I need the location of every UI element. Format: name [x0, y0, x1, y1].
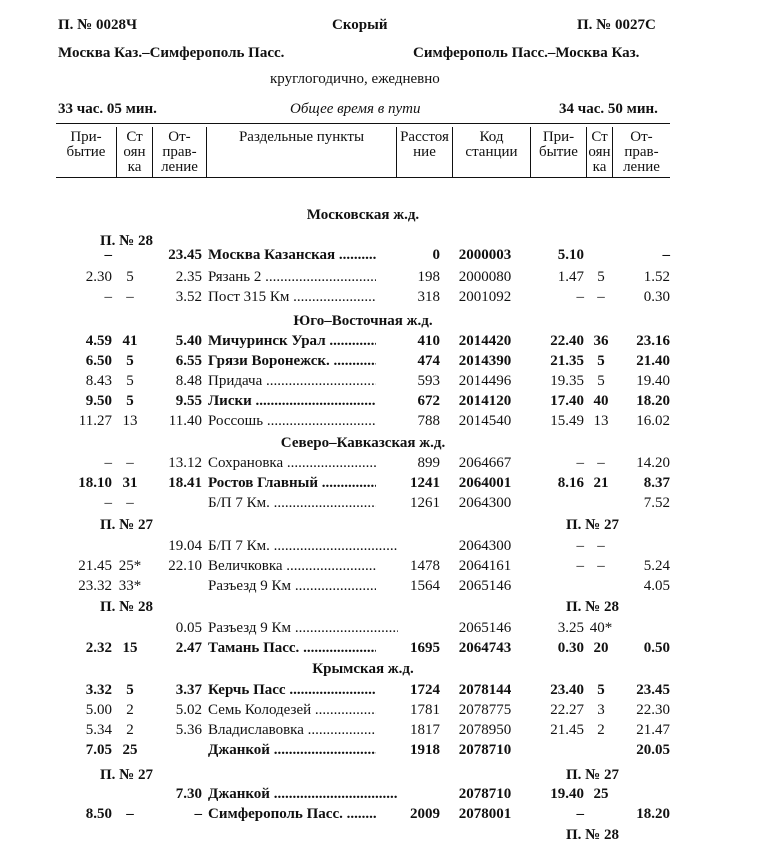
table-row: [56, 411, 670, 431]
stop-left: 5: [126, 353, 134, 369]
station-name: Симферополь Пасс. .....: [208, 804, 398, 824]
departure-right: 18.20: [636, 806, 670, 822]
departure-right: 22.30: [636, 702, 670, 718]
station-code: 2064300: [458, 495, 512, 511]
distance: 198: [376, 267, 440, 287]
stop-right: 25: [593, 786, 609, 802]
station-code: 2014496: [458, 373, 512, 389]
arrival-left: 5.00: [85, 702, 112, 718]
table-row: [56, 473, 670, 493]
arrival-left: 23.32: [78, 578, 112, 594]
station-name: Грязи Воронежск. .....: [208, 351, 398, 371]
station-name: Семь Колодезей .....: [208, 700, 398, 720]
stop-right: 5: [597, 269, 605, 285]
stop-right: 13: [593, 413, 609, 429]
col-stop-left: Ст оян ка: [116, 127, 152, 177]
arrival-right: 23.40: [550, 682, 584, 698]
station-code: 2014120: [458, 393, 512, 409]
departure-left: 5.02: [175, 702, 202, 718]
station-name: Лиски .....: [208, 391, 398, 411]
station-name: Б/П 7 Км. .....: [208, 536, 398, 556]
railway-crimea: Крымская ж.д.: [312, 661, 414, 677]
station-code: 2064300: [458, 538, 512, 554]
station-name: Б/П 7 Км. .....: [208, 493, 398, 513]
col-stop-right: Ст оян ка: [586, 127, 612, 177]
railway-moscow: Московская ж.д.: [306, 207, 420, 223]
stop-left: 2: [126, 722, 134, 738]
arrival-right: 21.35: [550, 353, 584, 369]
table-row: [56, 576, 670, 596]
stop-right: 40: [593, 393, 609, 409]
col-station-code: Код станции: [452, 127, 530, 177]
distance: 899: [376, 453, 440, 473]
arrival-right: 19.35: [550, 373, 584, 389]
station-name: Разъезд 9 Км .....: [208, 576, 398, 596]
arrival-left: 2.32: [85, 640, 112, 656]
train-group-label: П. № 28: [566, 827, 619, 843]
departure-left: –: [194, 806, 202, 822]
stop-left: 33*: [118, 578, 142, 594]
stop-left: 25: [122, 742, 138, 758]
stop-left: –: [126, 289, 134, 305]
distance: 318: [376, 287, 440, 307]
train-group-label: П. № 27: [100, 517, 153, 533]
departure-right: 19.40: [636, 373, 670, 389]
departure-right: 8.37: [643, 475, 670, 491]
station-name: Придача .....: [208, 371, 398, 391]
station-code: 2078001: [458, 806, 512, 822]
stop-left: 13: [122, 413, 138, 429]
station-code: 2065146: [458, 578, 512, 594]
train-group-label: П. № 27: [566, 517, 619, 533]
stop-right: 21: [593, 475, 609, 491]
col-departure-left: От- прав- ление: [152, 127, 206, 177]
station-name: Сохрановка .....: [208, 453, 398, 473]
station-code: 2064001: [458, 475, 512, 491]
stop-right: 5: [597, 682, 605, 698]
stop-left: 41: [122, 333, 138, 349]
arrival-right: 3.25: [557, 620, 584, 636]
table-row: [56, 453, 670, 473]
arrival-right: 8.16: [557, 475, 584, 491]
table-row: [56, 351, 670, 371]
table-row: [56, 638, 670, 658]
arrival-left: 18.10: [78, 475, 112, 491]
departure-right: 21.47: [636, 722, 670, 738]
arrival-right: 19.40: [550, 786, 584, 802]
arrival-left: –: [104, 247, 112, 263]
stop-right: 5: [597, 373, 605, 389]
railway-north-caucasus: Северо–Кавказская ж.д.: [280, 435, 446, 451]
station-code: 2078144: [458, 682, 512, 698]
arrival-left: 9.50: [85, 393, 112, 409]
arrival-right: 15.49: [550, 413, 584, 429]
stop-right: –: [597, 558, 605, 574]
station-name: Тамань Пасс. .....: [208, 638, 398, 658]
arrival-right: 1.47: [557, 269, 584, 285]
distance: 0: [376, 245, 440, 265]
departure-left: 7.30: [175, 786, 202, 802]
arrival-left: 4.59: [85, 333, 112, 349]
departure-right: 21.40: [636, 353, 670, 369]
stop-left: –: [126, 495, 134, 511]
arrival-right: 22.40: [550, 333, 584, 349]
arrival-left: –: [104, 289, 112, 305]
departure-right: –: [662, 247, 670, 263]
departure-right: 14.20: [636, 455, 670, 471]
station-code: 2014390: [458, 353, 512, 369]
table-row: [56, 720, 670, 740]
route-right: Симферополь Пасс.–Москва Каз.: [413, 45, 640, 61]
arrival-right: 22.27: [550, 702, 584, 718]
train-type: Скорый: [332, 17, 388, 33]
departure-right: 23.45: [636, 682, 670, 698]
distance: 474: [376, 351, 440, 371]
stop-left: 2: [126, 702, 134, 718]
station-name: Джанкой .....: [208, 784, 398, 804]
arrival-left: 5.34: [85, 722, 112, 738]
table-row: [56, 267, 670, 287]
station-name: Мичуринск Урал .....: [208, 331, 398, 351]
arrival-right: –: [576, 455, 584, 471]
train-group-label: П. № 28: [100, 599, 153, 615]
distance: 410: [376, 331, 440, 351]
departure-right: 20.05: [636, 742, 670, 758]
col-departure-right: От- прав- ление: [612, 127, 670, 177]
departure-right: 23.16: [636, 333, 670, 349]
col-arrival-right: При- бытие: [530, 127, 586, 177]
station-code: 2078710: [458, 786, 512, 802]
arrival-left: –: [104, 455, 112, 471]
station-name: Москва Казанская .....: [208, 245, 398, 265]
distance: 1564: [376, 576, 440, 596]
schedule-note: круглогодично, ежедневно: [270, 71, 440, 87]
arrival-right: 5.10: [557, 247, 584, 263]
distance: 1918: [376, 740, 440, 760]
stop-left: 5: [126, 269, 134, 285]
distance: 788: [376, 411, 440, 431]
stop-right: 5: [597, 353, 605, 369]
table-row: [56, 331, 670, 351]
departure-left: 13.12: [168, 455, 202, 471]
station-name: Ростов Главный .....: [208, 473, 398, 493]
stop-left: 5: [126, 373, 134, 389]
stop-right: 36: [593, 333, 609, 349]
arrival-right: –: [576, 538, 584, 554]
distance: 1724: [376, 680, 440, 700]
travel-time-label: Общее время в пути: [290, 101, 421, 117]
train-number-right: П. № 0027С: [577, 17, 656, 33]
col-arrival-left: При- бытие: [66, 129, 106, 160]
stop-right: 2: [597, 722, 605, 738]
departure-left: 5.40: [175, 333, 202, 349]
arrival-left: 2.30: [85, 269, 112, 285]
table-row: [56, 700, 670, 720]
arrival-left: 6.50: [85, 353, 112, 369]
departure-left: 5.36: [175, 722, 202, 738]
departure-right: 4.05: [643, 578, 670, 594]
arrival-left: 7.05: [85, 742, 112, 758]
station-code: 2078710: [458, 742, 512, 758]
departure-left: 3.52: [175, 289, 202, 305]
arrival-left: 21.45: [78, 558, 112, 574]
table-header-rule: [56, 177, 670, 178]
arrival-right: –: [576, 289, 584, 305]
stop-right: 3: [597, 702, 605, 718]
departure-left: 0.05: [175, 620, 202, 636]
departure-right: 18.20: [636, 393, 670, 409]
table-row: [56, 245, 670, 265]
distance: 1695: [376, 638, 440, 658]
table-row: [56, 556, 670, 576]
table-row: [56, 536, 670, 556]
departure-right: 0.50: [643, 640, 670, 656]
stop-right: –: [597, 538, 605, 554]
departure-right: 1.52: [643, 269, 670, 285]
station-code: 2001092: [458, 289, 512, 305]
travel-time-left: 33 час. 05 мин.: [58, 101, 157, 117]
stop-left: 15: [122, 640, 138, 656]
stop-right: 20: [593, 640, 609, 656]
station-code: 2064667: [458, 455, 512, 471]
train-group-label: П. № 27: [100, 767, 153, 783]
departure-left: 23.45: [168, 247, 202, 263]
departure-right: 16.02: [636, 413, 670, 429]
departure-right: 0.30: [643, 289, 670, 305]
station-code: 2078950: [458, 722, 512, 738]
train-group-label: П. № 28: [566, 599, 619, 615]
station-name: Пост 315 Км .....: [208, 287, 398, 307]
stop-left: –: [126, 806, 134, 822]
departure-left: 3.37: [175, 682, 202, 698]
station-code: 2014540: [458, 413, 512, 429]
departure-left: 8.48: [175, 373, 202, 389]
departure-left: 6.55: [175, 353, 202, 369]
distance: 1817: [376, 720, 440, 740]
col-points: Раздельные пункты: [206, 127, 396, 177]
table-row: [56, 493, 670, 513]
departure-right: 7.52: [643, 495, 670, 511]
arrival-right: 21.45: [550, 722, 584, 738]
station-name: Владиславовка .....: [208, 720, 398, 740]
distance: 2009: [376, 804, 440, 824]
departure-left: 22.10: [168, 558, 202, 574]
station-code: 2064743: [458, 640, 512, 656]
table-row: [56, 287, 670, 307]
departure-left: 2.35: [175, 269, 202, 285]
departure-left: 9.55: [175, 393, 202, 409]
stop-left: 25*: [118, 558, 142, 574]
departure-left: 11.40: [168, 413, 202, 429]
stop-right: 40*: [589, 620, 613, 636]
distance: 1781: [376, 700, 440, 720]
route-left: Москва Каз.–Симферополь Пасс.: [58, 45, 285, 61]
arrival-left: 3.32: [85, 682, 112, 698]
arrival-right: –: [576, 806, 584, 822]
station-name: Разъезд 9 Км .....: [208, 618, 398, 638]
stop-left: 5: [126, 682, 134, 698]
table-row: [56, 740, 670, 760]
table-row: [56, 371, 670, 391]
arrival-left: –: [104, 495, 112, 511]
distance: 672: [376, 391, 440, 411]
table-row: [56, 391, 670, 411]
station-code: 2000003: [458, 247, 512, 263]
train-number-left: П. № 0028Ч: [58, 17, 137, 33]
railway-south-east: Юго–Восточная ж.д.: [293, 313, 433, 329]
stop-left: –: [126, 455, 134, 471]
distance: 1261: [376, 493, 440, 513]
station-code: 2064161: [458, 558, 512, 574]
station-name: Рязань 2 .....: [208, 267, 398, 287]
arrival-right: –: [576, 558, 584, 574]
arrival-right: 17.40: [550, 393, 584, 409]
station-code: 2065146: [458, 620, 512, 636]
train-group-label: П. № 27: [566, 767, 619, 783]
arrival-right: 0.30: [557, 640, 584, 656]
station-name: Величковка .....: [208, 556, 398, 576]
distance: 1241: [376, 473, 440, 493]
station-code: 2014420: [458, 333, 512, 349]
table-row: [56, 784, 670, 804]
stop-left: 31: [122, 475, 138, 491]
distance: 593: [376, 371, 440, 391]
departure-left: 2.47: [175, 640, 202, 656]
table-row: [56, 680, 670, 700]
departure-left: 18.41: [168, 475, 202, 491]
col-distance: Расстоя ние: [396, 127, 452, 177]
train-group-label: П. № 28: [100, 233, 153, 249]
table-row: [56, 618, 670, 638]
table-top-rule: [56, 123, 670, 124]
station-name: Керчь Пасс .....: [208, 680, 398, 700]
stop-right: –: [597, 455, 605, 471]
station-name: Джанкой .....: [208, 740, 398, 760]
arrival-left: 8.43: [85, 373, 112, 389]
distance: 1478: [376, 556, 440, 576]
departure-left: 19.04: [168, 538, 202, 554]
station-name: Россошь .....: [208, 411, 398, 431]
travel-time-right: 34 час. 50 мин.: [559, 101, 658, 117]
departure-right: 5.24: [643, 558, 670, 574]
stop-right: –: [597, 289, 605, 305]
station-code: 2000080: [458, 269, 512, 285]
station-code: 2078775: [458, 702, 512, 718]
arrival-left: 11.27: [78, 413, 112, 429]
arrival-left: 8.50: [85, 806, 112, 822]
table-row: [56, 804, 670, 824]
stop-left: 5: [126, 393, 134, 409]
